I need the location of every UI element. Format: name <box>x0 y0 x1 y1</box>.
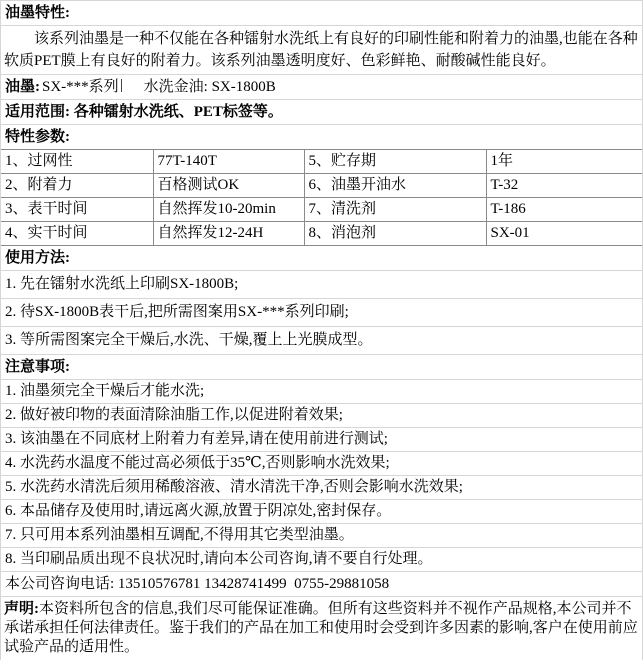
features-paragraph-row <box>1 26 642 75</box>
param-value: 77T-140T <box>153 150 304 174</box>
cell-divider-line <box>121 79 122 92</box>
contact-phone-row <box>1 572 642 597</box>
params-table <box>1 149 642 246</box>
usage-item: 1. 先在镭射水洗纸上印刷SX-1800B; <box>1 271 642 299</box>
param-label: 7、清洗剂 <box>304 198 486 222</box>
note-item: 3. 该油墨在不同底材上附着力有差异,请在使用前进行测试; <box>1 428 642 452</box>
params-heading: 特性参数: <box>5 129 70 145</box>
param-value: 百格测试OK <box>153 174 304 198</box>
features-paragraph: 该系列油墨是一种不仅能在各种镭射水洗纸上有良好的印刷性能和附着力的油墨,也能在各种软质PET膜上有良好的附着力。该系列油墨透明度好、色彩鲜艳、耐酸碱性能良好。 <box>4 31 638 69</box>
notes-heading-row <box>1 355 642 380</box>
scope-text: 适用范围: 各种镭射水洗纸、PET标签等。 <box>5 104 283 120</box>
note-item: 6. 本品储存及使用时,请远离火源,放置于阴凉处,密封保存。 <box>1 500 642 524</box>
usage-item: 3. 等所需图案完全干燥后,水洗、干燥,覆上上光膜成型。 <box>1 327 642 355</box>
disclaimer-row <box>1 597 642 660</box>
disclaimer-text: 本资料所包含的信息,我们尽可能保证准确。但所有这些资料并不视作产品规格,本公司并不承诺承担任何法律责任。鉴于我们的产品在加工和使用时会受到许多因素的影响,客户在使用前应试验产品的适用性。 <box>4 601 638 655</box>
param-value: 1年 <box>486 150 642 174</box>
param-label: 3、表干时间 <box>1 198 153 222</box>
params-row <box>1 174 642 198</box>
params-row <box>1 222 642 246</box>
scope-row <box>1 100 642 125</box>
usage-heading-row <box>1 246 642 271</box>
param-label: 8、消泡剂 <box>304 222 486 246</box>
param-label: 1、过网性 <box>1 150 153 174</box>
note-item: 7. 只可用本系列油墨相互调配,不得用其它类型油墨。 <box>1 524 642 548</box>
note-item: 1. 油墨须完全干燥后才能水洗; <box>1 380 642 404</box>
usage-item: 2. 待SX-1800B表干后,把所需图案用SX-***系列印刷; <box>1 299 642 327</box>
params-row <box>1 150 642 174</box>
param-value: 自然挥发12-24H <box>153 222 304 246</box>
ink-series-row <box>1 75 642 100</box>
param-value: SX-01 <box>486 222 642 246</box>
disclaimer-paragraph <box>4 600 639 657</box>
contact-phone-text: 本公司咨询电话: 13510576781 13428741499 0755-29881058 <box>5 576 390 592</box>
params-row <box>1 198 642 222</box>
usage-heading: 使用方法: <box>5 250 70 266</box>
note-item: 5. 水洗药水清洗后须用稀酸溶液、清水清洗干净,否则会影响水洗效果; <box>1 476 642 500</box>
notes-heading: 注意事项: <box>5 359 70 375</box>
param-label: 2、附着力 <box>1 174 153 198</box>
param-label: 6、油墨开油水 <box>304 174 486 198</box>
param-label: 4、实干时间 <box>1 222 153 246</box>
param-label: 5、贮存期 <box>304 150 486 174</box>
disclaimer-label: 声明: <box>4 601 39 617</box>
note-item: 8. 当印刷品质出现不良状况时,请向本公司咨询,请不要自行处理。 <box>1 548 642 572</box>
gold-oil-value: 水洗金油: SX-1800B <box>143 79 276 95</box>
param-value: T-32 <box>486 174 642 198</box>
ink-series-value: SX-***系列 <box>42 79 119 95</box>
features-heading: 油墨特性: <box>5 5 70 21</box>
params-heading-row <box>1 125 642 149</box>
param-value: T-186 <box>486 198 642 222</box>
note-item: 4. 水洗药水温度不能过高必须低于35℃,否则影响水洗效果; <box>1 452 642 476</box>
features-heading-row <box>1 1 642 26</box>
param-value: 自然挥发10-20min <box>153 198 304 222</box>
note-item: 2. 做好被印物的表面清除油脂工作,以促进附着效果; <box>1 404 642 428</box>
ink-label: 油墨: <box>5 79 40 95</box>
